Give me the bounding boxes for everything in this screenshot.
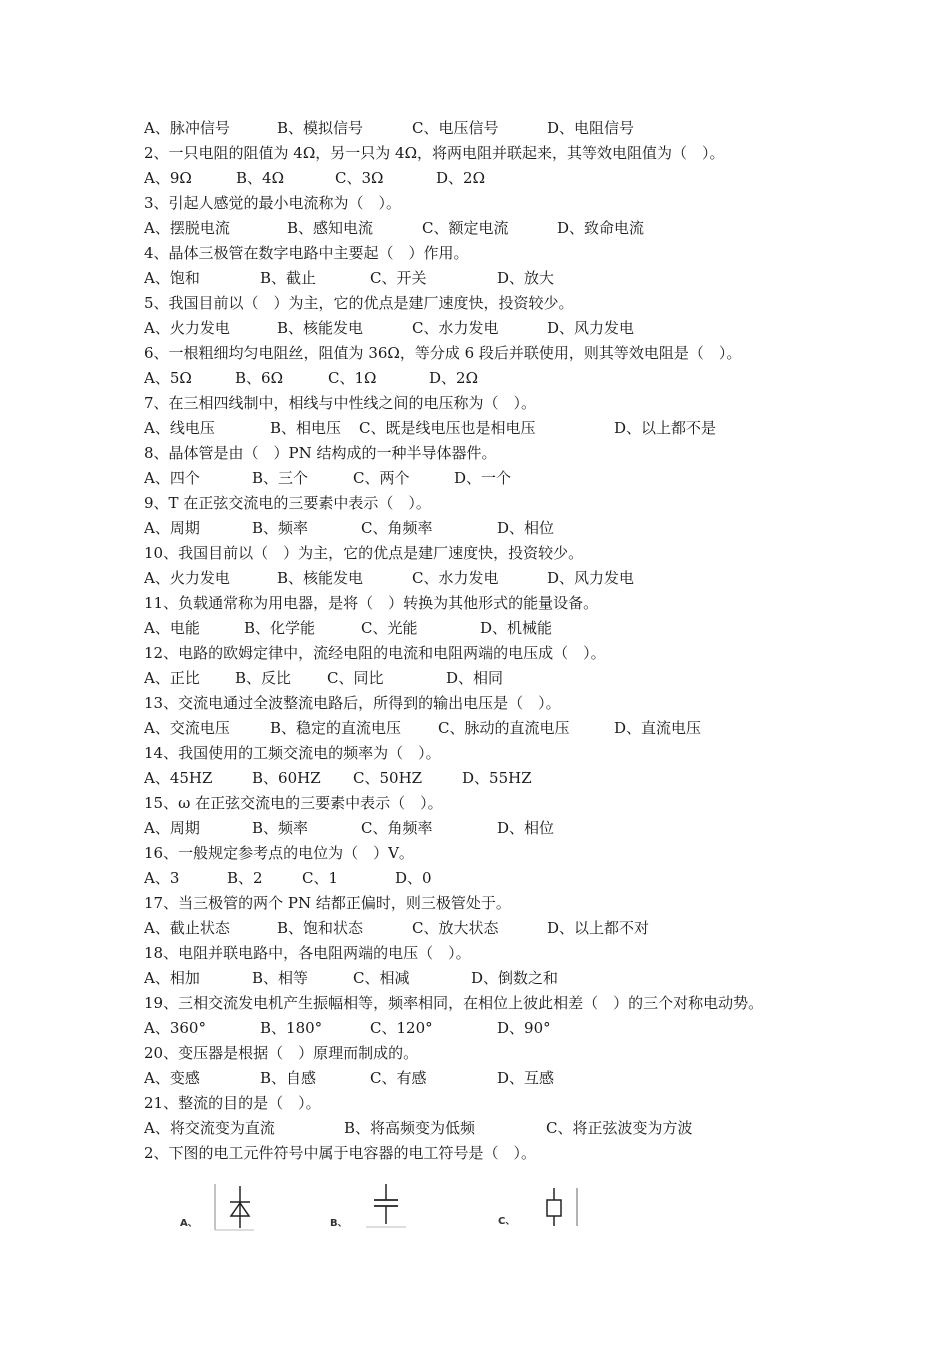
answer-option: D、2Ω [429,369,479,387]
answer-option: B、模拟信号 [277,119,364,137]
answer-option: C、额定电流 [422,219,509,237]
answer-option: C、50HZ [353,769,423,787]
figure-label-a: A、 [180,1218,198,1229]
option-row [144,666,934,691]
option-row [144,516,934,541]
answer-option: B、稳定的直流电压 [270,719,402,737]
answer-option: C、1 [302,869,339,887]
answer-option: C、将正弦波变为方波 [546,1119,693,1137]
option-row [144,716,934,741]
question-text: 18、电阻并联电路中，各电阻两端的电压（ ）。 [144,944,471,962]
answer-option: A、火力发电 [144,319,230,337]
answer-option: D、90° [497,1019,551,1037]
answer-option: A、摆脱电流 [144,219,230,237]
answer-option: C、既是线电压也是相电压 [359,419,536,437]
answer-option: C、电压信号 [412,119,499,137]
crystal-symbol-icon [530,1186,580,1228]
figure-label-b: B、 [330,1218,348,1229]
answer-option: B、截止 [260,269,317,287]
question-text: 9、T 在正弦交流电的三要素中表示（ ）。 [144,494,431,512]
answer-option: D、以上都不是 [614,419,717,437]
question-text: 5、我国目前以（ ）为主，它的优点是建厂速度快，投资较少。 [144,294,574,312]
answer-option: C、两个 [353,469,410,487]
answer-option: B、反比 [235,669,292,687]
answer-option: D、直流电压 [614,719,702,737]
question-text: 2、一只电阻的阻值为 4Ω，另一只为 4Ω，将两电阻并联起来，其等效电阻值为（ ）。 [144,144,725,162]
question-text: 19、三相交流发电机产生振幅相等，频率相同，在相位上彼此相差（ ）的三个对称电动势。 [144,994,764,1012]
answer-option: D、0 [395,869,432,887]
answer-option: A、360° [144,1019,206,1037]
answer-option: B、饱和状态 [277,919,364,937]
question-text: 20、变压器是根据（ ）原理而制成的。 [144,1044,419,1062]
answer-option: B、频率 [252,519,309,537]
answer-option: B、4Ω [236,169,285,187]
answer-option: C、120° [370,1019,433,1037]
answer-option: A、线电压 [144,419,215,437]
answer-option: A、脉冲信号 [144,119,230,137]
answer-option: A、交流电压 [144,719,230,737]
option-row [144,1016,934,1041]
question-text: 16、一般规定参考点的电位为（ ）V。 [144,844,414,862]
option-row [144,816,934,841]
answer-option: A、饱和 [144,269,200,287]
answer-option: C、水力发电 [412,319,499,337]
answer-option: C、水力发电 [412,569,499,587]
answer-option: A、3 [144,869,180,887]
answer-option: B、相电压 [270,419,342,437]
answer-option: B、化学能 [244,619,316,637]
answer-option: B、180° [260,1019,323,1037]
option-row [144,116,934,141]
option-row [144,966,934,991]
answer-option: D、2Ω [436,169,486,187]
answer-option: B、将高频变为低频 [344,1119,476,1137]
answer-option: C、脉动的直流电压 [438,719,570,737]
question-text: 14、我国使用的工频交流电的频率为（ ）。 [144,744,441,762]
option-row [144,416,934,441]
answer-option: D、55HZ [462,769,532,787]
question-text: 3、引起人感觉的最小电流称为（ ）。 [144,194,402,212]
option-row [144,566,934,591]
answer-option: C、放大状态 [412,919,499,937]
answer-option: B、核能发电 [277,319,364,337]
answer-option: B、三个 [252,469,309,487]
question-text: 15、ω 在正弦交流电的三要素中表示（ ）。 [144,794,443,812]
answer-option: A、电能 [144,619,200,637]
answer-option: A、火力发电 [144,569,230,587]
option-row [144,466,934,491]
option-row [144,366,934,391]
question-text: 10、我国目前以（ ）为主，它的优点是建厂速度快，投资较少。 [144,544,584,562]
capacitor-symbol-icon [364,1180,408,1230]
answer-option: B、感知电流 [287,219,374,237]
answer-option: A、45HZ [144,769,213,787]
question-text: 21、整流的目的是（ ）。 [144,1094,321,1112]
answer-option: C、角频率 [361,519,433,537]
answer-option: A、将交流变为直流 [144,1119,275,1137]
answer-option: C、3Ω [335,169,384,187]
option-row [144,616,934,641]
answer-option: A、正比 [144,669,200,687]
question-text: 17、当三极管的两个 PN 结都正偏时，则三极管处于。 [144,894,511,912]
answer-option: A、周期 [144,519,200,537]
answer-option: D、风力发电 [547,319,635,337]
answer-option: B、核能发电 [277,569,364,587]
answer-option: C、同比 [327,669,384,687]
answer-option: A、9Ω [144,169,192,187]
option-row [144,866,934,891]
answer-option: A、相加 [144,969,200,987]
answer-option: C、相减 [353,969,410,987]
answer-option: B、相等 [252,969,309,987]
answer-option: D、互感 [497,1069,555,1087]
question-text: 2、下图的电工元件符号中属于电容器的电工符号是（ ）。 [144,1144,537,1162]
answer-option: D、放大 [497,269,555,287]
answer-option: B、频率 [252,819,309,837]
answer-option: A、变感 [144,1069,200,1087]
option-row [144,166,934,191]
answer-option: C、开关 [370,269,427,287]
answer-option: D、倒数之和 [471,969,559,987]
option-row [144,216,934,241]
option-row [144,916,934,941]
answer-option: C、角频率 [361,819,433,837]
answer-option: D、相位 [497,819,555,837]
answer-option: C、光能 [361,619,418,637]
answer-option: C、有感 [370,1069,427,1087]
answer-option: D、机械能 [480,619,553,637]
answer-option: D、致命电流 [557,219,645,237]
answer-option: D、电阻信号 [547,119,635,137]
option-row [144,1116,934,1141]
answer-option: B、2 [227,869,263,887]
diode-symbol-icon [212,1182,256,1232]
answer-option: C、1Ω [328,369,377,387]
option-row [144,266,934,291]
figure-label-c: C、 [498,1216,516,1227]
question-text: 11、负载通常称为用电器，是将（ ）转换为其他形式的能量设备。 [144,594,599,612]
answer-option: A、5Ω [144,369,192,387]
question-text: 8、晶体管是由（ ）PN 结构成的一种半导体器件。 [144,444,497,462]
question-text: 7、在三相四线制中，相线与中性线之间的电压称为（ ）。 [144,394,537,412]
answer-option: B、6Ω [235,369,284,387]
answer-option: A、截止状态 [144,919,230,937]
answer-option: D、相同 [446,669,504,687]
question-list [144,116,934,1166]
symbol-figure [178,1180,598,1240]
option-row [144,1066,934,1091]
answer-option: B、自感 [260,1069,317,1087]
answer-option: D、以上都不对 [547,919,650,937]
question-text: 4、晶体三极管在数字电路中主要起（ ）作用。 [144,244,469,262]
answer-option: D、相位 [497,519,555,537]
answer-option: B、60HZ [252,769,321,787]
answer-option: D、一个 [454,469,512,487]
option-row [144,316,934,341]
answer-option: A、周期 [144,819,200,837]
answer-option: D、风力发电 [547,569,635,587]
question-text: 6、一根粗细均匀电阻丝，阻值为 36Ω，等分成 6 段后并联使用，则其等效电阻是（ ）。 [144,344,742,362]
option-row [144,766,934,791]
answer-option: A、四个 [144,469,200,487]
question-text: 12、电路的欧姆定律中，流经电阻的电流和电阻两端的电压成（ ）。 [144,644,606,662]
question-text: 13、交流电通过全波整流电路后，所得到的输出电压是（ ）。 [144,694,561,712]
